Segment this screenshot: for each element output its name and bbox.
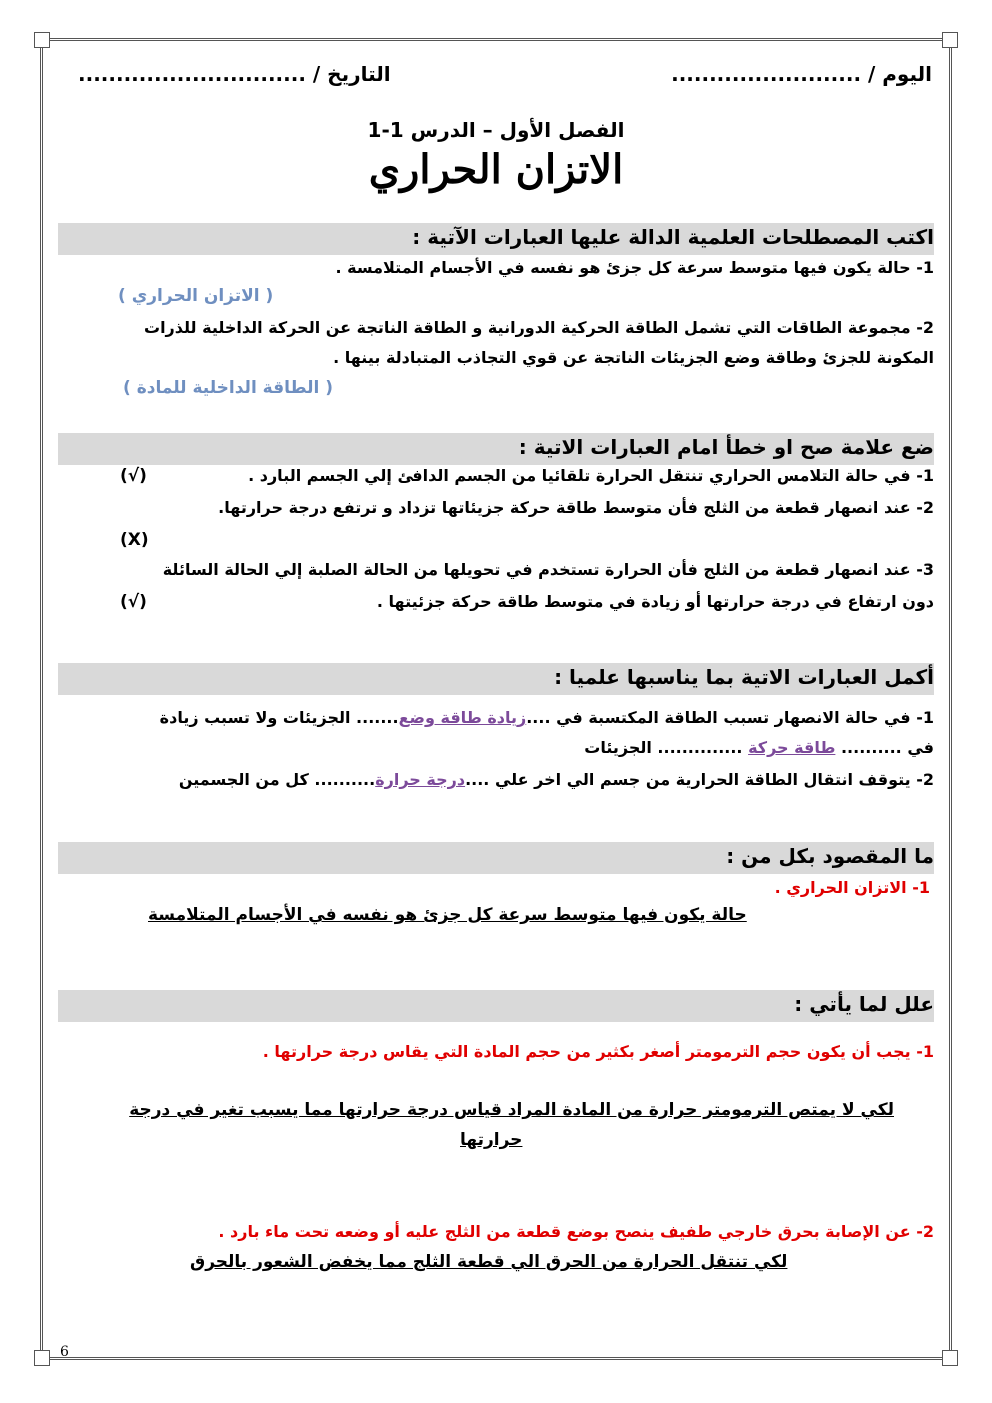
s2-q2-mark: (X) xyxy=(120,530,149,550)
s5-q2-text: 2- عن الإصابة بحرق خارجي طفيف ينصح بوضع قطعة من الثلج عليه أو وضعه تحت ماء بارد . xyxy=(218,1222,934,1241)
section4-heading-bar xyxy=(58,842,934,874)
s2-q3-line1: 3- عند انصهار قطعة من الثلج فأن الحرارة تستخدم في تحويلها من الحالة الصلبة إلي الحالة السائلة xyxy=(162,560,934,579)
section3-heading-bar xyxy=(58,663,934,695)
s5-q1-text: 1- يجب أن يكون حجم الترمومتر أصغر بكثير من حجم المادة التي يقاس درجة حرارتها . xyxy=(262,1042,934,1061)
s3-q1-line1 xyxy=(160,708,934,727)
lesson-title: الفصل الأول – الدرس 1-1 xyxy=(367,118,625,142)
s2-q3-mark: (√) xyxy=(120,592,147,612)
s1-q1-text: 1- حالة يكون فيها متوسط سرعة كل جزئ هو نفسه في الأجسام المتلامسة . xyxy=(335,258,934,277)
section2-heading-bar xyxy=(58,433,934,465)
page-number: 6 xyxy=(60,1344,69,1360)
s2-q1-text: 1- في حالة التلامس الحراري تنتقل الحرارة تلقائيا من الجسم الدافئ إلي الجسم البارد . xyxy=(248,466,934,485)
day-field: اليوم / ......................... xyxy=(671,62,932,86)
section5-heading: علل لما يأتي : xyxy=(794,992,934,1016)
s1-q2-line2: المكونة للجزئ وطاقة وضع الجزيئات الناتجة عن قوي التجاذب المتبادلة بينها . xyxy=(333,348,934,367)
s5-q1-answer-line2: حرارتها xyxy=(460,1130,523,1150)
s3-q1-fill1: زيادة طاقة وضع xyxy=(398,708,527,727)
s1-q2-answer: ( الطاقة الداخلية للمادة ) xyxy=(123,378,333,398)
main-title: الاتزان الحراري xyxy=(368,146,624,193)
s3-q1-part-c: في .......... xyxy=(835,738,934,757)
date-field: التاريخ / .............................. xyxy=(78,62,391,86)
s5-q1-answer-line1: لكي لا يمتص الترمومتر حرارة من المادة المراد قياس درجة حرارتها مما يسبب تغير في درجة xyxy=(129,1100,894,1120)
s1-q2-line1: 2- مجموعة الطاقات التي تشمل الطاقة الحركية الدورانية و الطاقة الناتجة عن الحركة الداخلية للذرات xyxy=(143,318,934,337)
s3-q1-part-d: .............. الجزيئات xyxy=(584,738,749,757)
section4-heading: ما المقصود بكل من : xyxy=(726,844,934,868)
s3-q1-line2 xyxy=(584,738,934,757)
section5-heading-bar xyxy=(58,990,934,1022)
s4-q1-answer: حالة يكون فيها متوسط سرعة كل جزئ هو نفسه في الأجسام المتلامسة xyxy=(148,905,747,925)
s3-q2-line xyxy=(179,770,934,789)
s2-q1-mark: (√) xyxy=(120,466,147,486)
s2-q2-text: 2- عند انصهار قطعة من الثلج فأن متوسط طاقة حركة جزيئاتها تزداد و ترتفع درجة حرارتها. xyxy=(218,498,934,517)
s3-q1-part-b: ....... الجزيئات ولا تسبب زيادة xyxy=(159,708,399,727)
s2-q3-line2: دون ارتفاع في درجة حرارتها أو زيادة في متوسط طاقة حركة جزئيتها . xyxy=(376,592,934,611)
s4-q1-text: 1- الاتزان الحراري . xyxy=(774,878,930,897)
section2-heading: ضع علامة صح او خطأ امام العبارات الاتية : xyxy=(518,435,934,459)
s3-q2-part-b: .......... كل من الجسمين xyxy=(178,770,376,789)
s5-q2-answer: لكي تنتقل الحرارة من الحرق الي قطعة الثلج مما يخفض الشعور بالحرق xyxy=(190,1252,788,1272)
s3-q2-fill: درجة حرارة xyxy=(375,770,466,789)
s1-q1-answer: ( الاتزان الحراري ) xyxy=(118,286,274,306)
s3-q2-part-a: 2- يتوقف انتقال الطاقة الحرارية من جسم الي اخر علي .... xyxy=(465,770,934,789)
s3-q1-part-a: 1- في حالة الانصهار تسبب الطاقة المكتسبة في .... xyxy=(526,708,934,727)
section3-heading: أكمل العبارات الاتية بما يناسبها علميا : xyxy=(554,665,934,689)
s3-q1-fill2: طاقة حركة xyxy=(748,738,836,757)
section1-heading: اكتب المصطلحات العلمية الدالة عليها العبارات الآتية : xyxy=(412,225,934,249)
section1-heading-bar xyxy=(58,223,934,255)
